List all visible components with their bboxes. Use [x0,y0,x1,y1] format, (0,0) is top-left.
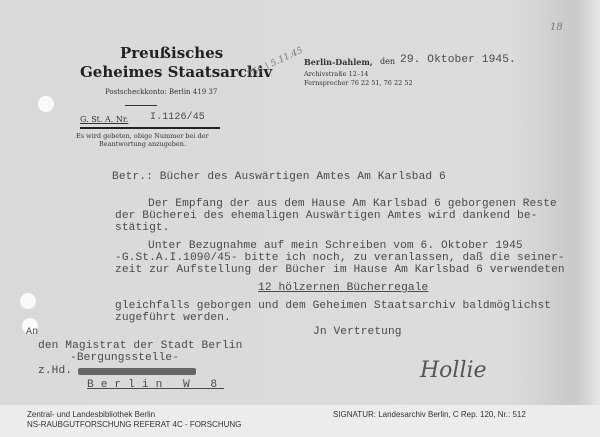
body-line: Der Empfang der aus dem Hause Am Karlsbad 6 geborgenen Reste [148,198,557,210]
handwritten-reference: 750 | 5.11.45 [245,45,305,81]
reference-label: G. St. A. Nr. [80,115,129,124]
page-number: 18 [550,22,563,33]
divider [125,105,157,106]
footer-signature: SIGNATUR: Landesarchiv Berlin, C Rep. 120, Nr.: 512 [333,410,526,419]
body-line: zeit zur Aufstellung der Bücher im Hause Am Karlsbad 6 verwendeten [115,264,565,276]
recipient-line: z.Hd. [38,365,73,377]
footer-library: Zentral- und Landesbibliothek Berlin [27,410,156,419]
closing: Jn Vertretung [313,326,402,338]
body-line: -G.St.A.I.1090/45- bitte ich noch, zu veranlassen, daß die seiner- [115,252,565,264]
recipient-line: -Bergungsstelle- [70,352,180,364]
phone: Fernsprecher 76 22 51, 76 22 52 [304,79,413,87]
letterhead-subtitle: Geheimes Staatsarchiv [80,63,273,81]
reference-number: I.1126/45 [150,112,205,123]
recipient-line: den Magistrat der Stadt Berlin [38,340,243,352]
letter-date: 29. Oktober 1945. [400,54,516,66]
recipient-prefix: An [26,327,39,338]
body-line: zugeführt werden. [115,312,231,324]
redacted-name [78,368,196,375]
body-line: stätigt. [115,222,170,234]
place: Berlin-Dahlem, [304,57,373,67]
signature: Hollie [420,358,487,383]
address: Archivstraße 12–14 [304,70,369,78]
body-line: der Bücherei des ehemaligen Auswärtigen Amtes wird dankend be- [115,210,538,222]
footer-department: NS-RAUBGUTFORSCHUNG REFERAT 4C - FORSCHUNG [27,420,242,429]
body-line: gleichfalls geborgen und dem Geheimen Staatsarchiv baldmöglichst [115,300,552,312]
reference-note-2: Beantwortung anzugeben. [99,140,187,148]
letterhead-title: Preußisches [120,44,224,62]
den: den [380,57,396,66]
recipient-city: Berlin W 8 [87,379,225,391]
punch-hole [20,293,36,309]
body-line: Unter Bezugnahme auf mein Schreiben vom 6. Oktober 1945 [148,240,523,252]
subject-line: Betr.: Bücher des Auswärtigen Amtes Am Karlsbad 6 [112,171,446,183]
punch-hole [38,96,54,112]
postscheck: Postscheckkonto: Berlin 419 37 [105,88,218,96]
body-line-emphasis: 12 hölzernen Bücherregale [258,282,429,294]
reference-note: Es wird gebeten, obige Nummer bei der [76,132,209,140]
